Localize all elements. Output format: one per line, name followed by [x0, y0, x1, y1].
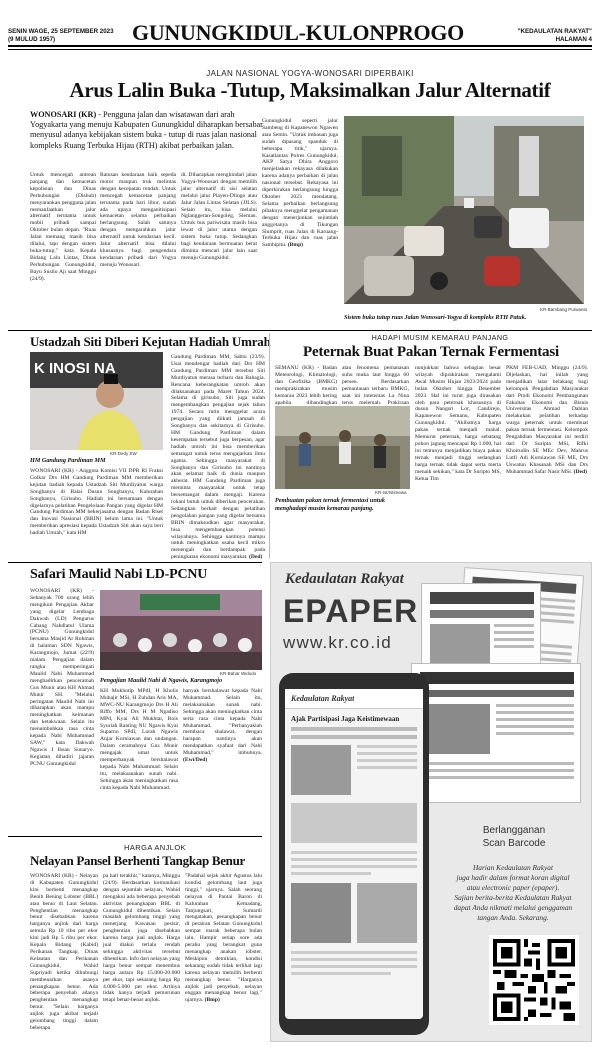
masthead [8, 8, 592, 48]
phone-header-brand: Kedaulatan Rakyat [291, 694, 355, 703]
phone-screen [285, 689, 423, 1019]
qr-code-icon [493, 939, 575, 1021]
maulid-col-2: KH Mukhotip MPdI, H Kholis Muhajir MSi, H Zuhdan Aris MA, MWC-NU Karangmojo Drs H Ali Riffo MM, Drs H M Ngadiso MPd, Kyai Ali Mukhtar, Rois Syuriah Ranting NU Ngawis Kyai Suparno SPdI, Lurah Ngawis Anjar Kurniawan dan undangan. Dalam ceramahnya Gus Munir mengajak umat untuk memperbanyak bershalawat kepada Nabi Muhammad. Selain itu, melaksanakan sunah nabi. Sehingga akan meningkatkan rasa cinta kepada Nabi Muhammad. [100, 688, 178, 791]
benur-headline: Nelayan Pansel Berhenti Tangkap Benur [30, 853, 245, 868]
umrah-col-1: WONOSARI (KR) - Anggota Komisi VII DPR RI Fraksi Golkar Drs HM Gandung Pardiman MM memberikan kejutan hadiah kepada Ustadzah Siti Murdiyatun warga Songbanyu di Balai Dusun Songbanyu, Kalurahan Songbanyu, Girisubo. Hadiah ini bersamaan dengan digelarnya pelatihan Pengelolaan Pangan yang digelar HM Gandung Pardiman MM bekerjasama dengan Badan Riset dan Inovasi Nasional (BRIN) belum lama ini. "Untuk memberikan apresiasi kepada Ustadzah Siti akan saya beri hadiah Umrah," kata HM [30, 468, 163, 537]
lead-col-4-text: Gunungkidul seperti jalur Sambeng di Kapanewon Ngawen atau Semin. "Untuk imbauan juga sudah dipasang spanduk di beberapa titik," ujarnya. Kasatlantas Polres Gunungkidul, AKP Satya Dhira Anggoro menjelaskan rekayasa dilakukan karena adanya perbaikan di jalan nasional tersebut. Rekayasa ini diperkirakan berlangsung hingga Oktober 2023 mendatang. Selama perbaikan berlangsung pihaknya menggelar pengamanan dengan menerjunkan sejumlah anggotanya di Tikungan Slumprit, ruas Jalan di Karuang-Terbuka Hijau dan ruas jalan Sambipitu. [262, 118, 338, 249]
hijri-line: (9 MULUD 1957) [8, 36, 56, 43]
umrah-caption: HM Gandung Pardiman MM [30, 457, 106, 464]
pakan-col-3: nunjukkan bahwa sebagian besar wilayah diprakirakan mengalami Awal Musim Hujan 2023/2024 pada bulan Oktober hingga Desember 2023. Hal ini turut juga dirasakan oleh para peternak khususnya di dusun Nangsri Lor, Candirejo, Kapanewon Semanu, Kabupaten Gunungkidul. "Akibatnya harga pakan ternak menjadi mahal. Memurut peternak, harga sebatang pohon jagung mencapai Rp 1.000, hal ini tentunya menjadikan biaya pakan ternak menjadi tinggi sedangkan harga ternak tidak dapat serta merta menaik sekikan," kata Dr Suripto MS, Ketua Tim [415, 365, 501, 482]
street-traffic-illustration [344, 116, 584, 304]
pakan-caption-text: Pembuatan pakan ternak fermentasi untuk menghadapi musim kemarau panjang. [275, 497, 386, 512]
promo-line-4: Sajian berita-berita Kedaulatan Rakyat [454, 893, 572, 902]
maulid-col-1: WONOSARI (KR) - Sebanyak 700 orang lebih mengikuti Pengajian Akbar yang digelar Lembaga Dakwah (LD) Pengurus Cabang Nahdlatul Ulama (PCNU) Gunungkidul bersama Masjid Ar Rohman di halaman SDN Ngawis, Karangmojo, Jumat (22/9) malam. Pengajian dalam rangka memperingati Maulid Nabi Muhammad menghadirkan penceramah Gus Munir atau KH Ahmad Munir SH. "Melalui peringatan Maulid Nabi ini diharapkan akan mampu meningkatkan keimanan dan ketakwaan. Selain itu menumbuhkan rasa cinta kepada Nabi Muhammad SAW," kata Dakwah Ngawis I Ihsan Sunaryo. Kegiatan dihadiri jajaran PCNU Gunungkidul [30, 588, 94, 767]
lead-kicker: JALAN NASIONAL YOGYA-WONOSARI DIPERBAIKI [206, 69, 414, 78]
pakan-kicker: HADAPI MUSIM KEMARAU PANJANG [371, 333, 509, 342]
phone-page-preview [291, 727, 417, 1007]
benur-col-1: WONOSARI (KR) - Nelayan di Kabupaten Gunungkidul kini berhenti menangkap Benih Bening Lobster (BBL) atau benur di Laut Selatan. Penghentian menangkap benur disebabkan karena harganya anjlok dari harga semula Rp 10 ribu per ekor kini jadi Rp 5 ribu per ekor. Kepala Bidang (Kabid) Perikanan Tangkap, Dinas Kelautan dan Perikanan Gunungkidul, Wahid Supriyadi ketika dihubungi membenarkan asanya penangkapan benur. Ada beberapa penyebab adanya penghentian menangkap benur. "Selain harganya anjlok juga akibat terjadi gelombang tinggi dalam beberapa [30, 873, 98, 1031]
section-divider-1 [8, 330, 592, 331]
lead-col-1: Untuk mencegah antrean panjang dan kemacetan kepolisian dan Dinas Perhubungan (Dishub) menyarankan pengguna jalan memanfaatkan jalur alternatif terutama untuk mobil pribadi sampai Oktober bulan depan. "Ruas Jalan memang masih bisa dilalui, tapi dengan sistem buka-tutup," kata Kepala Bidang Lalu Lintas, Dinas Perhubungan Gunungkidul, Bayu Susilo Aji saat Minggu (24/9). [30, 172, 96, 282]
umrah-photo-credit: KR-Dedy EW [110, 451, 137, 456]
benur-col-3-text: "Padahal sejak akhir Agustus lalu kondisi gelombang laut juga tinggi," ujarnya. Salah seorang nelayan di Pantai Baron di Kalurahan Kemadang, Tanjungsari, Sumardi mengatakan, penangkapan benur di perairan Selatan Gunungkidul sempat marak beberapa bulan lalu. Hampir setiap sore ada perahu yang berangkat guna menangkap anakan lobster. Meskipun demikian, kondisi sekarang sudah tidak terlihat lagi karena nelayan memilih berhenti menangkap benur. "Harganya anjlok jadi penyebab, nelayan enggan menangkap benur lagi," ujarnya. [185, 873, 262, 1004]
pengajian-crowd-illustration [100, 590, 262, 670]
umrah-photo-banner: K INOSI NA [34, 360, 116, 377]
epaper-title: EPAPER [283, 593, 419, 629]
page-number: HALAMAN 4 [555, 36, 592, 43]
column-rule-1 [269, 333, 270, 559]
maulid-col-3-text: banyak bershalawat kepada Nabi Muhammad. Selain itu, melaksanakan sunah nabi. Sehingga akan meningkatkan cinta serta rasa cinta kepada Nabi Muhammad. "Perbanyaklah membaca shalawat, dengan harapan nantinya akan mendapatkan syafaat dari Nabi Muhammad," imbuhnya. [183, 688, 262, 757]
umrah-sign: (Ded) [248, 554, 263, 561]
umrah-col-2 [171, 354, 265, 560]
benur-col-3 [185, 873, 262, 1041]
phone-mockup [279, 673, 429, 1035]
promo-line-5: dapat Anda nikmati melalui genggaman [453, 903, 573, 912]
maulid-headline: Safari Maulid Nabi LD-PCNU [30, 567, 208, 582]
maulid-sign: (Ewi/Ded) [183, 757, 208, 764]
section-divider-2 [8, 562, 262, 563]
promo-line-1: Harian Kedaulatan Rakyat [472, 863, 554, 872]
paper-name: "KEDAULATAN RAKYAT" [517, 28, 592, 35]
pakan-sign: (Ded) [573, 468, 587, 475]
masthead-rule [8, 45, 592, 47]
lead-headline: Arus Lalin Buka -Tutup, Maksimalkan Jalur Alternatif [69, 78, 551, 102]
maulid-col-3 [183, 688, 262, 832]
pakan-col-1: SEMANU (KR) - Badan Meteorologi, Klimatologi, dan Geofisika (BMKG) memprakirakan musim kemarau 2023 lebih kering apabila dibandingkan [275, 365, 337, 406]
scan-label-1: Berlangganan [482, 825, 546, 836]
lead-intro-place: WONOSARI (KR) [30, 110, 97, 119]
epaper-promo [443, 863, 583, 923]
benur-col-2: pa hari terakhir," katanya, Minggu (24/9). Berdasarkan komunikasi dengan sejumlah nelayan, Wahid mengakui ada beberapa penyebab aktivitas penangkapan BBL di Gunungkidul dihentikan. Selain masalah gelombang tinggi yang menerjang Kawasan pesisir, penghentian juga disebabkan karena harga jual anjlok. Harga jual diakui terlalu rendah sehingga aktivitas tersebut dihentikan. Info dari nelayan yang harga benur sempat menembus harga antara Rp 15.000-20.000 per ekor, tapi sekarang harga Rp 4.000-5.000 per ekor. Artinya tidak hanya terjadi pemurunan tetapi benar-benar anjlok. [103, 873, 180, 1004]
pakan-photo [275, 406, 410, 489]
lead-col-3: di. Diharapkan menghindari jalan Yogya-Wonosari dengan memilih jalur alternatif di sisi selatan melalui jalur Playen-Dlingo atau Jalur Jalan Lintas Selatan (JJLS). Selain itu, bisa melalui Nglanggeran-Songoleg, Sleman. Untuk bus pariwisata masih bisa lewat di jalur utama dengan sistem buka tutup. Sedangkan bagi kendaraan bermuatan berat diminta mencari jalur lain saat menuju Gunungkidul. [181, 172, 257, 261]
lead-col-2: Ratusan kendaraan baik sepeda motor maupun truk melintas dengan kecepatan rendah. Untuk mencegah kemacetan panjang terutama pada hari libur, sudah ada upaya menganitisipasi kemacetan selama perbaikan berlangsung. Salah satunya dengan mengarahkan jalur alternatif untuk kendaraan kecil. Jalur alternatif bisa dilalui khususnya bagi pengendara kendaraan pribadi dari Yogya menuju Wonosari. [100, 172, 176, 268]
lead-photo-credit: KR-Bambang Purwanto [540, 307, 588, 312]
phone-header [285, 689, 423, 709]
epaper-brand: Kedaulatan Rakyat [285, 571, 404, 587]
lead-col-4 [262, 118, 338, 328]
phone-headline: Ajak Partisipasi Jaga Keistimewaan [291, 715, 400, 723]
farmers-illustration [275, 406, 410, 489]
newspaper-lines-icon [412, 664, 582, 804]
benur-sign: (Bmp) [204, 997, 220, 1004]
newspaper-thumb-3 [411, 663, 581, 803]
scan-label-2: Scan Barcode [482, 838, 546, 849]
umrah-headline: Ustadzah Siti Diberi Kejutan Hadiah Umrah [30, 334, 271, 349]
benur-kicker: HARGA ANJLOK [124, 843, 186, 852]
pakan-caption [275, 497, 410, 512]
date-line: SENIN WAGE, 25 SEPTEMBER 2023 [8, 28, 114, 35]
pakan-photo-credit: KR-Ist/Istimewa [375, 490, 407, 495]
masthead-title: GUNUNGKIDUL-KULONPROGO [132, 20, 464, 45]
lead-photo [344, 116, 584, 304]
maulid-photo [100, 590, 262, 670]
maulid-caption: Pengajian Maulid Nabi di Ngawis, Karangmojo [100, 677, 223, 684]
promo-line-3: atau electronic paper (epaper). [466, 883, 560, 892]
pakan-col-4 [506, 365, 588, 560]
epaper-ad[interactable] [270, 562, 592, 1042]
pakan-col-4-text: PKM FEB-UAD, Minggu (24/9). Dijelaskan, hal inilah yang menjadikan latar belakang bagi kelompok Pengabdian Masyarakat dari Prodi Ekonomi Pembangunan Fakultas Ekonomi dan Bisnis Universitas Ahmad Dahlan melakukan pelatihan terhadap warga peternak untuk membuat pakan ternak fermentasi. Kelompok Pengabdian Masyarakat ini terdiri dari Dr Suripto MSi, Rifki Khoirudin SE MEc Dev, Mahrus Lutfi Adi Kurniawan SE ME, Drs Uswatun Khasanah MSi dan Drs Muhammad Safar Nasir MSi. [506, 365, 588, 475]
lead-intro [30, 110, 265, 151]
promo-line-6: tangan Anda. Sekarang. [477, 913, 549, 922]
lead-intro-text: - Pengguna jalan dan wisatawan dari arah Yogyakarta yang menuju Kabupaten Gunungkidul diharapkan bersabar menyusul adanya kebijakan sistem buka - tutup di ruas jalan nasional kompleks Ruang Terbuka Hijau (RTH) akibat perbaikan jalan. [30, 110, 263, 150]
pakan-col-2: atau fenomena pemanasan suhu muka laut hingga 60 persen. Berdasarkan pemantauan terbaru BMKG, saat ini intensitas La Nina terus melemah. Prakiraan [342, 365, 409, 406]
promo-line-2: juga hadir dalam format koran digital [456, 873, 570, 882]
lead-sign: (Bmp) [287, 242, 304, 249]
pakan-headline: Peternak Buat Pakan Ternak Fermentasi [303, 344, 559, 360]
qr-code[interactable] [489, 935, 579, 1025]
maulid-photo-credit: KR-Bahar Widodo [220, 671, 257, 676]
umrah-col-2-text: Gandung Pardiman MM, Sabtu (23/9). Usai mendengar hadiah dari Drs HM Gandung Pardiman MM tersebut Siti Murdiyatun merasa terharu dan Bahagia. Rencana keberangkatan umroh akan dilaksanakan pada Maret Tahun 2024. Selama di girisubo, Siti juga sudah mengembangkan pengajian sejak tahun 1974. Secara rutin menggelar acara pengajian yang diikuti jamaah di Songbanyu dan sekitarnya di Girisubo. HM Gandung Pardiman dalam kesempatan tersebut juga berpesan, agar hadiah umroh ini bisa memberikan semangat untuk terus mengajarkan ilmu agama. Sehingga masyarakat di Songbanyu dan Girisubo ini nantinya akan selamat baik di dunia maupun akherat. HM Gandung Pardiman juga meminta masyarakat untuk tetap bersemangat dalam mengaji. Karena rohani butuh untuk diberikan pencerahan. Sedangkan berkait dengan pelatihan pengolahan pangan yang digelar bersama BRIN dimaksudkan agar masyarakat, bisa mengembangkan potensi wilayahnya. Sehingga nantinya mampu untuk meningkatkan usaha kecil mikro menengah dan berdampak pada peningkatan ekonomi masyarakat. [171, 354, 265, 561]
lead-caption: Sistem buka tutup ruas Jalan Wonosari-Yogya di kompleks RTH Patuk. [344, 314, 527, 321]
epaper-url[interactable]: www.kr.co.id [283, 633, 392, 652]
section-divider-3 [8, 836, 262, 837]
umrah-photo [30, 352, 163, 450]
masthead-rule-thin [8, 49, 592, 50]
